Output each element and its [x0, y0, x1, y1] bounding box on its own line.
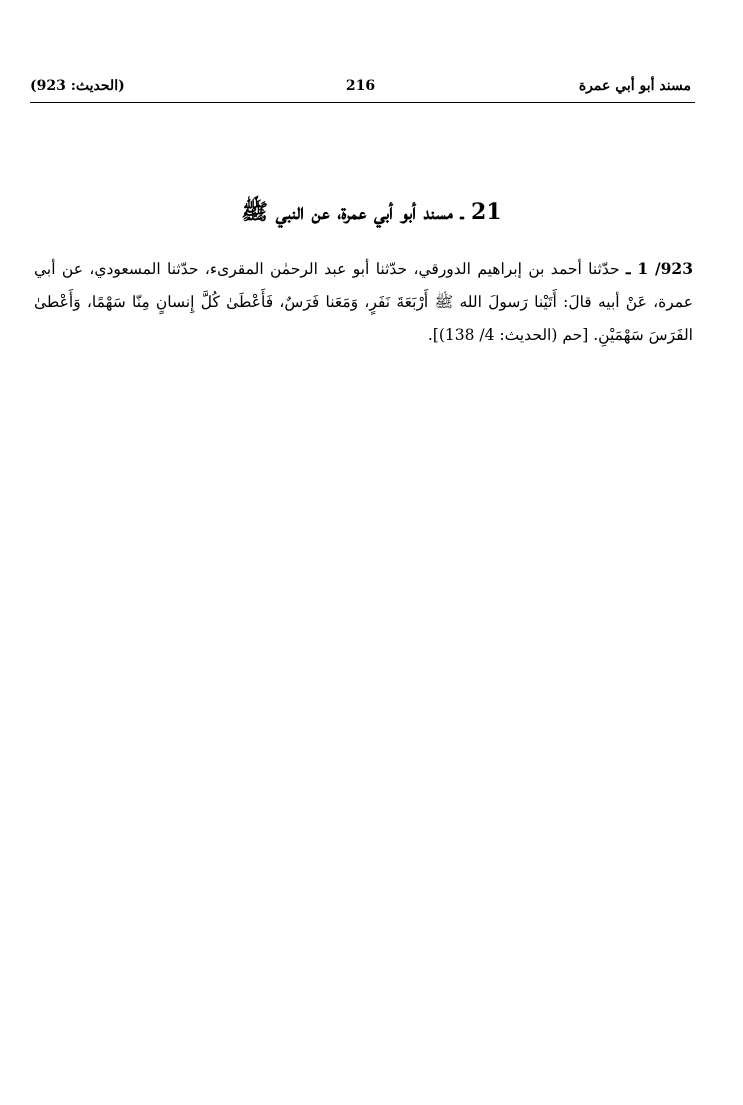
- chapter-title: 21 ـ مسند أبو أبي عمرة، عن النبي ﷺ: [241, 199, 502, 225]
- hadith-paragraph: [34, 252, 693, 352]
- hadith-source: [حم (الحديث: 4/ 138)].: [427, 326, 589, 344]
- hadith-range: (الحديث: 923): [30, 78, 125, 94]
- hadith-text: حدّثنا أحمد بن إبراهيم الدورقي، حدّثنا أبو عبد الرحمٰن المقرىء، حدّثنا المسعودي، عن أبي عمرة، عَنْ أبيه قالَ: أَتَيْنا رَسولَ الله ﷺ أَرْبَعَةَ نَفَرٍ، وَمَعَنا فَرَسٌ، فَأَعْطَىٰ كُلَّ إِنسانٍ مِنّا سَهْمًا، وَأَعْطىٰ الفَرَسَ سَهْمَيْنِ.: [34, 260, 693, 344]
- running-header: [30, 78, 691, 100]
- book-title: مسند أبو أبي عمرة: [578, 78, 691, 94]
- hadith-number: 923/ 1 ـ: [625, 259, 693, 278]
- page-number: 216: [345, 78, 376, 94]
- header-rule: [30, 102, 695, 103]
